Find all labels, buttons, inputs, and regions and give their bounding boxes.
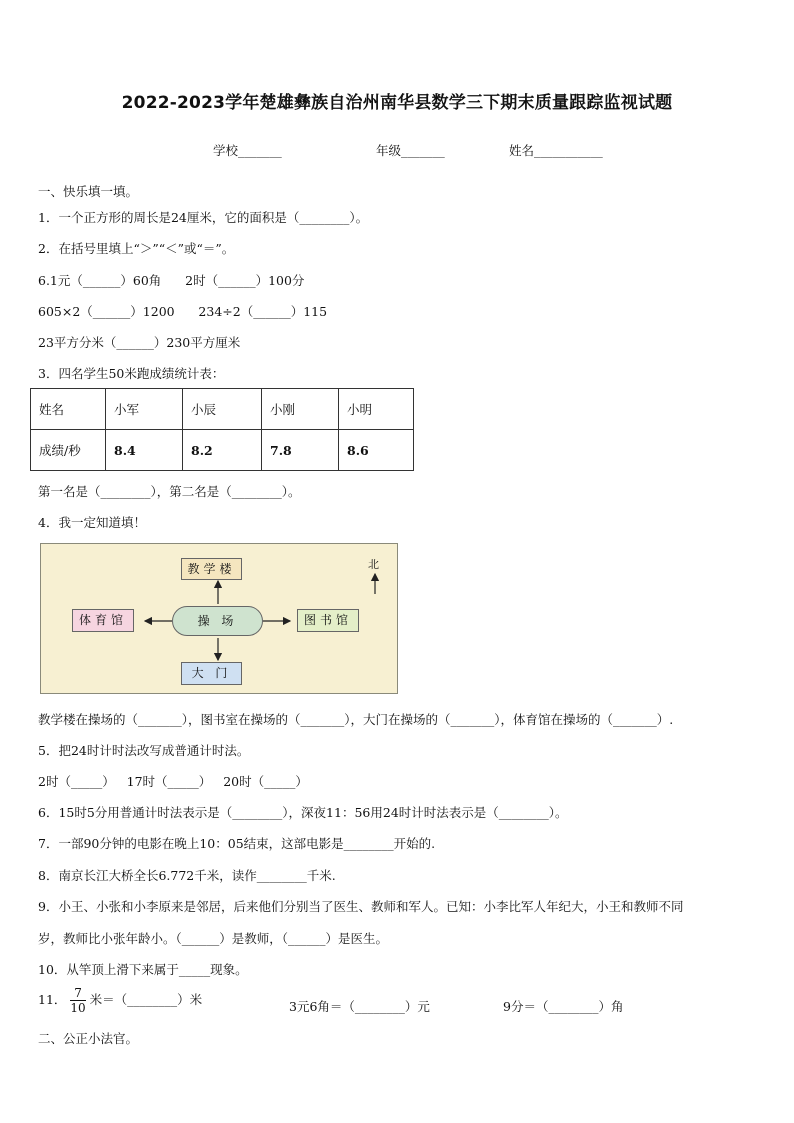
question-10: 10．从竿顶上滑下来属于_____现象。 [38, 962, 248, 977]
question-3-heading: 3．四名学生50米跑成绩统计表： [38, 366, 225, 381]
question-2-row-3: 23平方分米（______）230平方厘米 [38, 335, 241, 350]
library-box: 图书馆 [297, 609, 359, 632]
question-3-answer: 第一名是（________），第二名是（________）。 [38, 484, 301, 499]
table-header-cell: 小军 [106, 389, 183, 430]
question-9-line-1: 9．小王、小张和小李原来是邻居，后来他们分别当了医生、教师和军人。已知：小李比军人年纪大，小王和教师不同 [38, 899, 684, 914]
table-cell: 成绩/秒 [31, 430, 106, 471]
table-cell: 8.2 [183, 430, 262, 471]
table-header-cell: 姓名 [31, 389, 106, 430]
question-1: 1．一个正方形的周长是24厘米，它的面积是（________）。 [38, 210, 369, 225]
main-gate-box: 大 门 [181, 662, 242, 685]
fraction-seven-tenths [70, 986, 85, 1015]
question-11-part-2: 3元6角＝（________）元 [289, 999, 430, 1014]
table-header-cell: 小辰 [183, 389, 262, 430]
campus-direction-diagram [40, 543, 398, 694]
gymnasium-box: 体育馆 [72, 609, 134, 632]
question-7: 7．一部90分钟的电影在晚上10：05结束，这部电影是________开始的. [38, 836, 436, 851]
question-11-number: 11． [38, 992, 67, 1007]
question-4-answer: 教学楼在操场的（_______），图书室在操场的（_______），大门在操场的（_______），体育馆在操场的（_______）. [38, 712, 674, 727]
playground-box: 操 场 [172, 606, 263, 636]
running-score-table [30, 388, 414, 471]
question-8: 8．南京长江大桥全长6.772千米，读作________千米. [38, 868, 336, 883]
question-5-row: 2时（_____） 17时（_____） 20时（_____） [38, 774, 308, 789]
page-title: 2022-2023学年楚雄彝族自治州南华县数学三下期末质量跟踪监视试题 [121, 93, 673, 113]
school-field[interactable]: 学校_______ [213, 143, 282, 158]
fraction-denominator: 10 [70, 1001, 86, 1015]
teaching-building-box: 教学楼 [181, 558, 242, 580]
question-11-part-1: 米＝（________）米 [89, 992, 203, 1007]
question-2-row-2: 605×2（______）1200 234÷2（______）115 [38, 304, 328, 319]
section-1-heading: 一、快乐填一填。 [38, 184, 139, 199]
table-header-cell: 小刚 [262, 389, 339, 430]
grade-field[interactable]: 年级_______ [376, 143, 445, 158]
name-field[interactable]: 姓名___________ [509, 143, 603, 158]
question-2-heading: 2．在括号里填上“＞”“＜”或“＝”。 [38, 241, 235, 256]
table-header-cell: 小明 [339, 389, 414, 430]
table-cell: 7.8 [262, 430, 339, 471]
question-5-heading: 5．把24时计时法改写成普通计时法。 [38, 743, 250, 758]
table-row [31, 389, 414, 430]
question-2-row-1: 6.1元（______）60角 2时（______）100分 [38, 273, 305, 288]
section-2-heading: 二、公正小法官。 [38, 1031, 139, 1046]
question-6: 6．15时5分用普通计时法表示是（________），深夜11：56用24时计时法表示是（________）。 [38, 805, 568, 820]
question-9-line-2: 岁，教师比小张年龄小。（______）是教师，（______）是医生。 [38, 931, 389, 946]
question-11 [38, 986, 202, 1015]
north-label: 北 [368, 558, 379, 571]
table-row [31, 430, 414, 471]
fraction-numerator: 7 [70, 986, 85, 1001]
question-4-heading: 4．我一定知道填！ [38, 515, 146, 530]
table-cell: 8.6 [339, 430, 414, 471]
table-cell: 8.4 [106, 430, 183, 471]
question-11-part-3: 9分＝（________）角 [503, 999, 624, 1014]
